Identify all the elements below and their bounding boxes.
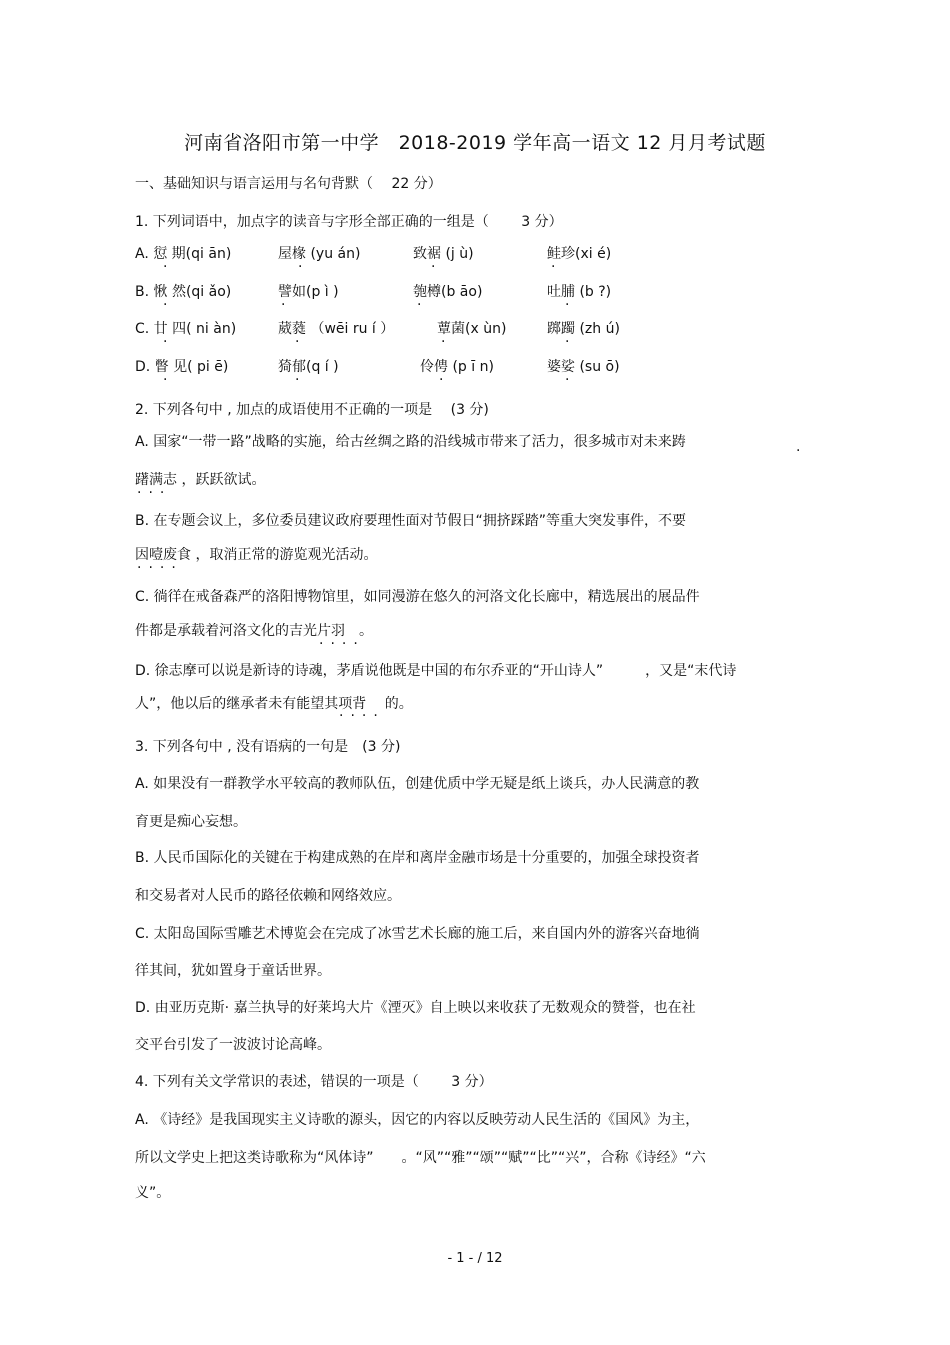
- section-heading: 一、基础知识与语言运用与名句背默（ 22 分）: [135, 176, 442, 192]
- question-3-stem: 3. 下列各句中 , 没有语病的一句是 (3 分): [135, 739, 401, 755]
- q4-option-a-line-1: A. 《诗经》是我国现实主义诗歌的源头，因它的内容以反映劳动人民生活的《国风》为主，: [135, 1112, 700, 1128]
- emphasis-dot: ·: [163, 334, 168, 350]
- q1-option-a-2: 屋椽 (yu án): [278, 246, 361, 262]
- exam-title: 河南省洛阳市第一中学 2018-2019 学年高一语文 12 月月考试题: [184, 132, 766, 154]
- q1-option-b-3: 匏樽(b āo): [413, 284, 483, 300]
- q1-option-b-1: B. 愀 然(qi ǎo): [135, 284, 232, 300]
- emphasis-dot: ·: [163, 297, 168, 313]
- q3-option-d-line-2: 交平台引发了一波波讨论高峰。: [135, 1037, 331, 1053]
- emphasis-dot: ·: [431, 259, 436, 275]
- emphasis-dot: ·: [565, 372, 570, 388]
- q2-option-d-line-2: 人”，他以后的继承者未有能望其项背 的。: [135, 696, 413, 712]
- emphasis-dot: ·: [441, 334, 446, 350]
- emphasis-dot: ·: [163, 372, 168, 388]
- q3-option-a-line-1: A. 如果没有一群教学水平较高的教师队伍，创建优质中学无疑是纸上谈兵，办人民满意的教: [135, 776, 700, 792]
- emphasis-dot: ·: [551, 259, 556, 275]
- emphasis-dot: ·: [565, 334, 570, 350]
- emphasis-dot: ·: [298, 259, 303, 275]
- emphasis-dots: ···: [137, 485, 172, 501]
- q2-option-a-line-2: 躇满志 ，跃跃欲试。: [135, 472, 266, 488]
- emphasis-dot: ·: [796, 443, 801, 459]
- q1-option-d-1: D. 瞥 见( pi ē): [135, 359, 229, 375]
- question-1-stem: 1. 下列词语中，加点字的读音与字形全部正确的一组是（ 3 分）: [135, 214, 563, 230]
- q3-option-a-line-2: 育更是痴心妄想。: [135, 814, 247, 830]
- question-2-stem: 2. 下列各句中 , 加点的成语使用不正确的一项是 (3 分): [135, 402, 489, 418]
- q2-option-c-line-2: 件都是承载着河洛文化的吉光片羽 。: [135, 623, 373, 639]
- q2-option-b-line-1: B. 在专题会议上，多位委员建议政府要理性面对节假日“拥挤踩踏”等重大突发事件，不要: [135, 513, 687, 529]
- q1-option-b-4: 吐脯 (b ?): [547, 284, 612, 300]
- q2-option-b-line-2: 因噎废食 ，取消正常的游览观光活动。: [135, 547, 378, 563]
- q1-option-a-4: 鲑珍(xi é): [547, 246, 612, 262]
- question-4-stem: 4. 下列有关文学常识的表述，错误的一项是（ 3 分）: [135, 1074, 493, 1090]
- q3-option-c-line-2: 徉其间，犹如置身于童话世界。: [135, 963, 331, 979]
- emphasis-dot: ·: [281, 297, 286, 313]
- emphasis-dots: ····: [319, 636, 365, 652]
- q4-option-a-line-3: 义”。: [135, 1185, 171, 1201]
- q3-option-d-line-1: D. 由亚历克斯· 嘉兰执导的好莱坞大片《湮灭》自上映以来收获了无数观众的赞誉，也在社: [135, 1000, 696, 1016]
- q1-option-b-2: 譬如(p ì ): [278, 284, 339, 300]
- q1-option-d-3: 伶俜 (p ī n): [420, 359, 494, 375]
- q2-option-c-line-1: C. 徜徉在戒备森严的洛阳博物馆里，如同漫游在悠久的河洛文化长廊中，精选展出的展品件: [135, 589, 700, 605]
- q1-option-c-1: C. 廿 四( ni àn): [135, 321, 237, 337]
- emphasis-dots: ····: [137, 560, 183, 576]
- q1-option-c-2: 葳蕤 （wēi ru í ）: [278, 321, 395, 337]
- page-number: - 1 - / 12: [447, 1251, 503, 1266]
- q3-option-b-line-1: B. 人民币国际化的关键在于构建成熟的在岸和离岸金融市场是十分重要的，加强全球投资者: [135, 850, 700, 866]
- q1-option-c-4: 踯躅 (zh ú): [547, 321, 620, 337]
- emphasis-dot: ·: [439, 372, 444, 388]
- emphasis-dot: ·: [565, 297, 570, 313]
- q1-option-a-3: 致裾 (j ù): [413, 246, 474, 262]
- emphasis-dot: ·: [295, 372, 300, 388]
- emphasis-dot: ·: [417, 297, 422, 313]
- q1-option-a-1: A. 愆 期(qi ān): [135, 246, 232, 262]
- q2-option-a-line-1: A. 国家“一带一路”战略的实施，给古丝绸之路的沿线城市带来了活力，很多城市对未来踌: [135, 434, 686, 450]
- q4-option-a-line-2: 所以文学史上把这类诗歌称为“风体诗” 。“风”“雅”“颂”“赋”“比”“兴”，合称《诗经》“六: [135, 1150, 706, 1166]
- q3-option-c-line-1: C. 太阳岛国际雪雕艺术博览会在完成了冰雪艺术长廊的施工后，来自国内外的游客兴奋地徜: [135, 926, 700, 942]
- q1-option-d-4: 婆娑 (su ō): [547, 359, 620, 375]
- q3-option-b-line-2: 和交易者对人民币的路径依赖和网络效应。: [135, 888, 401, 904]
- q1-option-d-2: 猗郁(q í ): [278, 359, 339, 375]
- emphasis-dot: ·: [295, 334, 300, 350]
- q1-option-c-3: 蕈菌(x ùn): [437, 321, 507, 337]
- emphasis-dot: ·: [163, 259, 168, 275]
- q2-option-d-line-1: D. 徐志摩可以说是新诗的诗魂，茅盾说他既是中国的布尔乔亚的“开山诗人” ，又是“末代诗: [135, 663, 737, 679]
- emphasis-dots: ····: [339, 708, 385, 724]
